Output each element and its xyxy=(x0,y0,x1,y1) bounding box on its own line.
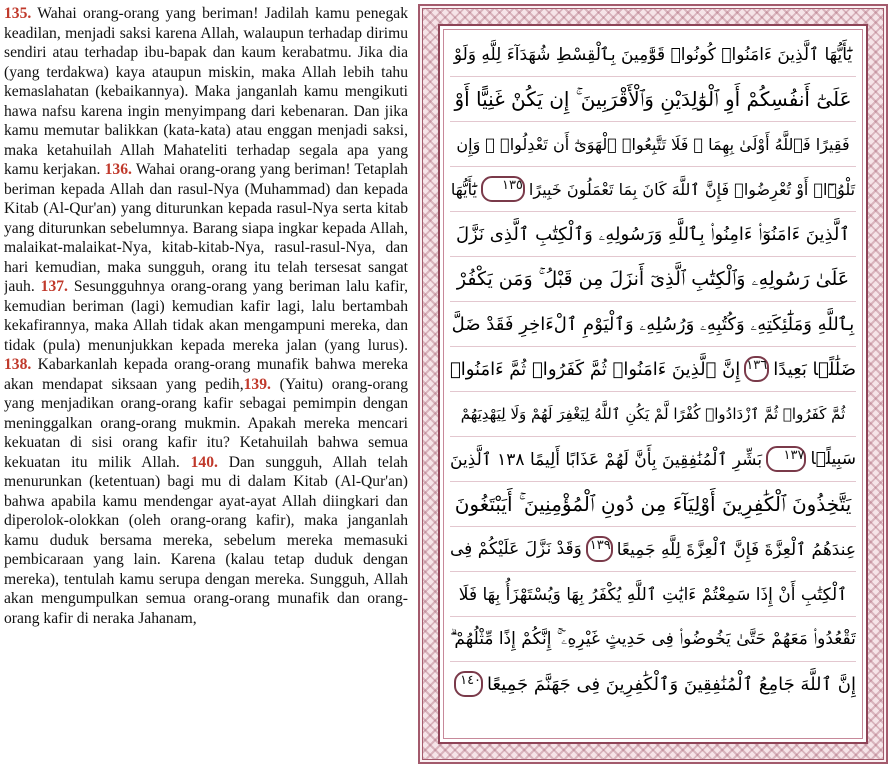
arabic-line-15 xyxy=(450,662,856,706)
verse-number-138: 138. xyxy=(4,356,32,373)
mushaf-panel xyxy=(418,4,888,764)
verse-number-139: 139. xyxy=(243,375,271,393)
arabic-line-7-text: بِٱللَّهِ وَمَلَٰٓئِكَتِهِۦ وَكُتُبِهِۦ وَرُسُلِهِۦ وَٱلْيَوْمِ ٱلْءَاخِرِ فَقَدْ ضَلَّ xyxy=(451,313,855,335)
arabic-line-1-text: يَٰٓأَيُّهَا ٱلَّذِينَ ءَامَنُوا۟ كُونُوا۟ قَوَّٰمِينَ بِٱلْقِسْطِ شُهَدَآءَ لِلَّهِ وَلَوْ xyxy=(453,44,853,65)
arabic-line-5-text: ٱلَّذِينَ ءَامَنُوٓا۟ ءَامِنُوا۟ بِٱللَّهِ وَرَسُولِهِۦ وَٱلْكِتَٰبِ ٱلَّذِى نَزَّلَ xyxy=(456,223,850,245)
verse-text-137: Sesungguhnya orang-orang yang beriman lalu kafir, kemudian beriman (lagi) kemudian kafir lagi, lalu bertambah kekafirannya, maka Allah tidak akan mengampuni mereka, dan tidak (pula) menunjukkan kepada mereka jalan (yang lurus). xyxy=(4,278,408,354)
arabic-line-10 xyxy=(450,437,856,482)
arabic-line-8-text: ضَلَٰلًۢا بَعِيدًا xyxy=(773,358,856,380)
arabic-line-13 xyxy=(450,572,856,617)
verse-text-139: (Yaitu) orang-orang yang menjadikan orang-orang kafir sebagai pemimpin dengan meninggalkan orang-orang mukmin. Apakah mereka mencari kekuatan di sisi orang kafir itu? Ketahuilah bahwa semua kekuatan itu milik Allah. xyxy=(4,375,408,471)
arabic-line-7 xyxy=(450,302,856,347)
arabic-line-2-text: عَلَىٰٓ أَنفُسِكُمْ أَوِ ٱلْوَٰلِدَيْنِ وَٱلْأَقْرَبِينَ ۚ إِن يَكُنْ غَنِيًّا أَوْ xyxy=(454,87,852,111)
verse-number-136: 136. xyxy=(104,161,132,178)
verse-text-136: Wahai orang-orang yang beriman! Tetaplah beriman kepada Allah dan rasul-Nya (Muhammad) dan kepada Kitab (Al-Qur'an) yang diturunkan kepada rasul-Nya serta kitab yang diturunkan sebelumnya. Barang siapa ingkar kepada Allah, malaikat-malaikat-Nya, kitab-kitab-Nya, rasul-rasul-Nya, dan hari kemudian, maka sungguh, orang itu telah tersesat sangat jauh. xyxy=(4,161,408,295)
arabic-line-9 xyxy=(450,392,856,437)
verse-number-137: 137. xyxy=(40,278,68,295)
arabic-line-13-text: ٱلْكِتَٰبِ أَنْ إِذَا سَمِعْتُمْ ءَايَٰتِ ٱللَّهِ يُكْفَرُ بِهَا وَيُسْتَهْزَأُ بِهَا فَلَا xyxy=(458,584,848,605)
verse-text-135: Wahai orang-orang yang beriman! Jadilah kamu penegak keadilan, menjadi saksi karena Allah, walaupun terhadap dirimu sendiri atau terhadap ibu-bapak dan kaum kerabatmu. Jika dia (yang terdakwa) kaya ataupun miskin, maka Allah lebih tahu kemaslahatan (kebaikannya). Maka janganlah kamu mengikuti hawa nafsu karena ingin menyimpang dari kebenaran. Dan jika kamu memutar balikkan (kata-kata) atau enggan menjadi saksi, maka ketahuilah Allah Mahateliti terhadap segala apa yang kamu kerjakan. xyxy=(4,5,408,178)
arabic-line-8-text-b: إِنَّ ٱلَّذِينَ ءَامَنُوا۟ ثُمَّ كَفَرُوا۟ ثُمَّ ءَامَنُوا۟ xyxy=(450,358,741,380)
arabic-line-12-text: عِندَهُمُ ٱلْعِزَّةَ فَإِنَّ ٱلْعِزَّةَ لِلَّهِ جَمِيعًا xyxy=(616,539,856,560)
arabic-line-8 xyxy=(450,347,856,392)
arabic-line-3-text: فَقِيرًا فَٱللَّهُ أَوْلَىٰ بِهِمَا ۖ فَلَا تَتَّبِعُوا۟ ٱلْهَوَىٰٓ أَن تَعْدِلُوا۟ ۚ وَإِن xyxy=(456,134,850,154)
arabic-line-9-text: ثُمَّ كَفَرُوا۟ ثُمَّ ٱزْدَادُوا۟ كُفْرًا لَّمْ يَكُنِ ٱللَّهُ لِيَغْفِرَ لَهُمْ وَلَا لِيَهْدِيَهُمْ xyxy=(460,405,846,423)
verse-number-140: 140. xyxy=(190,453,218,471)
ayah-marker-136: ١٣٦ xyxy=(744,356,769,382)
arabic-line-6 xyxy=(450,257,856,302)
arabic-line-10-text-b: بَشِّرِ ٱلْمُنَٰفِقِينَ بِأَنَّ لَهُمْ عَذَابًا أَلِيمًا ١٣٨ ٱلَّذِينَ xyxy=(450,449,763,470)
arabic-line-6-text: عَلَىٰ رَسُولِهِۦ وَٱلْكِتَٰبِ ٱلَّذِىٓ أَنزَلَ مِن قَبْلُ ۚ وَمَن يَكْفُرْ xyxy=(456,268,850,290)
ayah-marker-140: ١٤٠ xyxy=(454,671,483,697)
arabic-line-5 xyxy=(450,212,856,257)
arabic-line-2 xyxy=(450,77,856,122)
arabic-line-4-text-b: يَٰٓأَيُّهَا xyxy=(450,179,477,199)
arabic-line-12 xyxy=(450,527,856,572)
arabic-line-14 xyxy=(450,617,856,662)
ayah-marker-135: ١٣٥ xyxy=(481,176,525,202)
translation-column xyxy=(4,4,408,764)
arabic-line-14-text: تَقْعُدُوا۟ مَعَهُمْ حَتَّىٰ يَخُوضُوا۟ فِى حَدِيثٍ غَيْرِهِۦٓ ۚ إِنَّكُمْ إِذًا مِّثْلُهُمْ ۗ xyxy=(450,629,856,649)
arabic-line-12-text-b: وَقَدْ نَزَّلَ عَلَيْكُمْ فِى xyxy=(450,539,582,559)
arabic-line-11-text: يَتَّخِذُونَ ٱلْكَٰفِرِينَ أَوْلِيَآءَ مِن دُونِ ٱلْمُؤْمِنِينَ ۚ أَيَبْتَغُونَ xyxy=(454,492,852,516)
arabic-text-area xyxy=(438,24,868,744)
ayah-marker-137: ١٣٧ xyxy=(766,446,806,472)
verse-text-138: Kabarkanlah kepada orang-orang munafik bahwa mereka akan mendapat siksaan yang pedih, xyxy=(4,356,408,393)
translation-text xyxy=(4,4,408,628)
arabic-line-4 xyxy=(450,167,856,212)
verse-text-140: Dan sungguh, Allah telah menurunkan (ketentuan) bagi mu di dalam Kitab (Al-Qur'an) bahwa apabila kamu mendengar ayat-ayat Allah diingkari dan diperolok-olokkan (oleh orang-orang kafir), maka janganlah kamu duduk bersama mereka, sebelum mereka memasuki pembicaraan yang lain. Karena (kalau tetap duduk dengan mereka), tentulah kamu serupa dengan mereka. Sungguh, Allah akan mengumpulkan semua orang-orang munafik dan orang-orang kafir di neraka Jahanam, xyxy=(4,453,408,627)
arabic-line-10-text: سَبِيلًۢا xyxy=(810,449,856,469)
arabic-line-15-text: إِنَّ ٱللَّهَ جَامِعُ ٱلْمُنَٰفِقِينَ وَٱلْكَٰفِرِينَ فِى جَهَنَّمَ جَمِيعًا xyxy=(487,673,856,695)
arabic-line-11 xyxy=(450,482,856,527)
verse-number-135: 135. xyxy=(4,5,32,22)
arabic-line-1 xyxy=(450,32,856,77)
ayah-marker-139: ١٣٩ xyxy=(586,536,613,562)
arabic-line-3 xyxy=(450,122,856,167)
arabic-line-4-text: تَلْوُۥٓا۟ أَوْ تُعْرِضُوا۟ فَإِنَّ ٱللَّهَ كَانَ بِمَا تَعْمَلُونَ خَبِيرًا xyxy=(528,179,856,199)
